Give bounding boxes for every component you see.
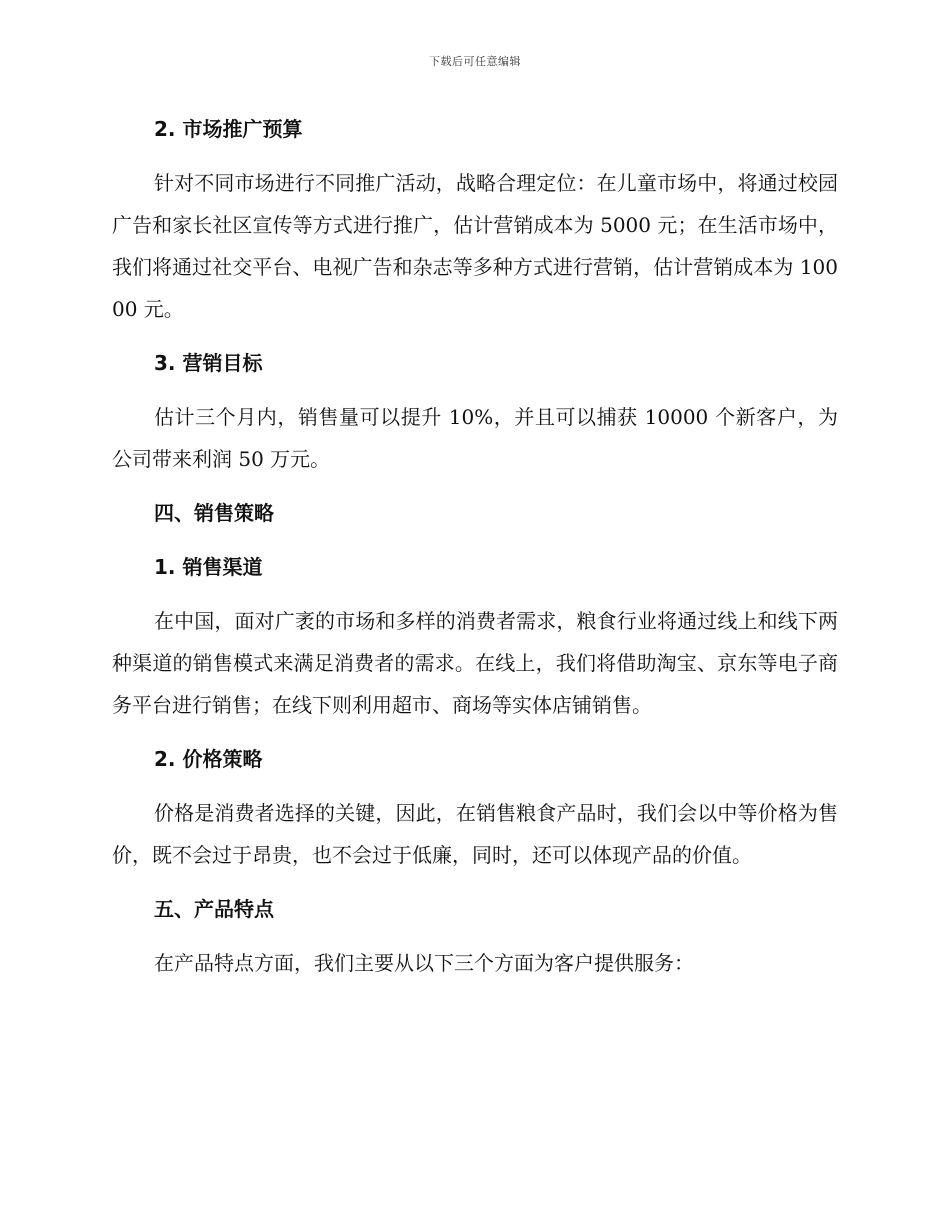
section-heading-sales-channel: 1. 销售渠道 bbox=[154, 555, 263, 579]
section-heading-sales-strategy: 四、销售策略 bbox=[154, 501, 274, 525]
section-heading-product-features: 五、产品特点 bbox=[154, 897, 274, 921]
section-heading-market-promotion-budget: 2. 市场推广预算 bbox=[154, 117, 303, 141]
paragraph-price-strategy: 价格是消费者选择的关键，因此，在销售粮食产品时，我们会以中等价格为售价，既不会过于昂贵，也不会过于低廉，同时，还可以体现产品的价值。 bbox=[112, 801, 838, 867]
page-header: 下载后可任意编辑 bbox=[429, 55, 521, 68]
paragraph-sales-channel: 在中国，面对广袤的市场和多样的消费者需求，粮食行业将通过线上和线下两种渠道的销售模式来满足消费者的需求。在线上，我们将借助淘宝、京东等电子商务平台进行销售；在线下则利用超市、商场等实体店铺销售。 bbox=[112, 609, 838, 717]
section-heading-marketing-goal: 3. 营销目标 bbox=[154, 351, 263, 375]
paragraph-promotion-budget: 针对不同市场进行不同推广活动，战略合理定位：在儿童市场中，将通过校园广告和家长社区宣传等方式进行推广，估计营销成本为 5000 元；在生活市场中，我们将通过社交平台、电视广告和杂志等多种方式进行营销，估计营销成本为 10000 元。 bbox=[112, 171, 838, 321]
section-heading-price-strategy: 2. 价格策略 bbox=[154, 747, 263, 771]
document-body bbox=[112, 108, 838, 996]
paragraph-marketing-goal: 估计三个月内，销售量可以提升 10%，并且可以捕获 10000 个新客户，为公司带来利润 50 万元。 bbox=[112, 405, 838, 471]
paragraph-product-features: 在产品特点方面，我们主要从以下三个方面为客户提供服务： bbox=[154, 951, 694, 975]
